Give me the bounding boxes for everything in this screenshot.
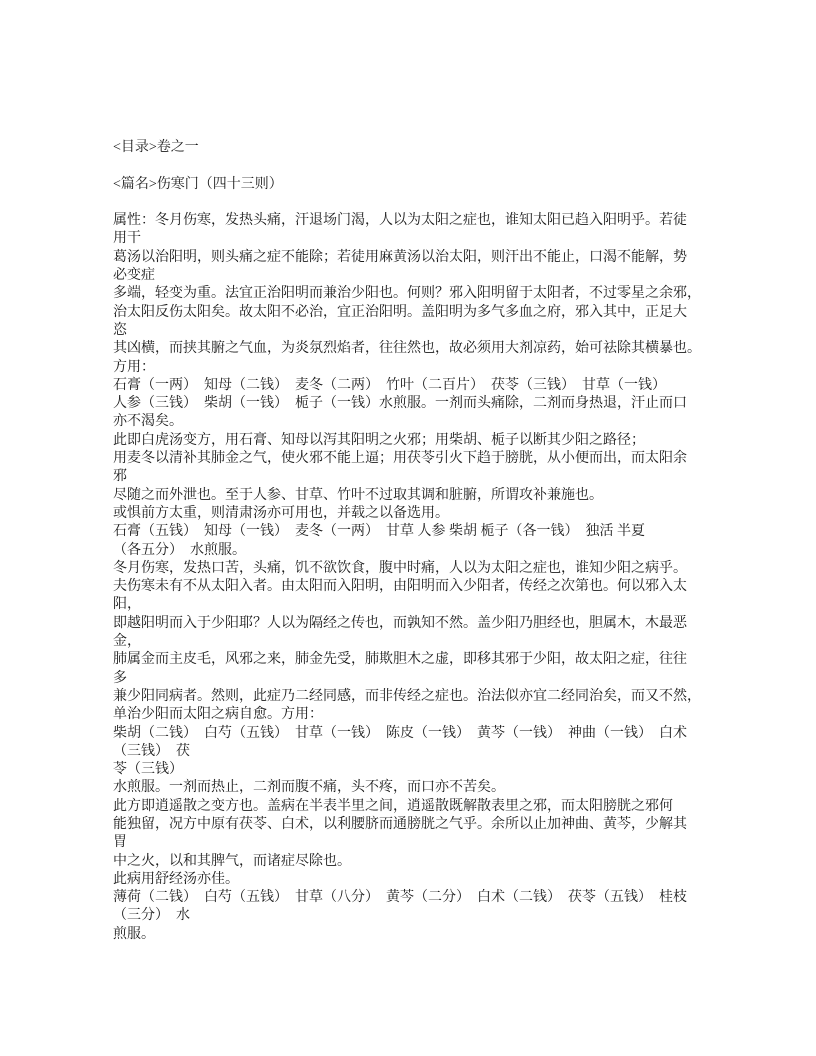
text-line: 胃 xyxy=(113,835,127,851)
text-line: 尽随之而外泄也。至于人参、甘草、竹叶不过取其调和脏腑，所谓攻补兼施也。 xyxy=(113,487,603,503)
text-line: 邪 xyxy=(113,469,127,485)
text-line: 单治少阳而太阳之病自愈。方用： xyxy=(113,707,323,723)
text-line: 阳， xyxy=(113,597,141,613)
text-line: <篇名>伤寒门（四十三则） xyxy=(113,176,283,192)
text-line: 石膏（五钱） 知母（一钱） 麦冬（一两） 甘草 人参 柴胡 栀子（各一钱） 独活 半夏 xyxy=(113,524,645,540)
text-line: 或惧前方太重，则清肃汤亦可用也，并载之以备选用。 xyxy=(113,505,449,521)
text-line: <目录>卷之一 xyxy=(113,140,199,155)
text-line: 必变症 xyxy=(113,268,155,284)
text-line: （三分） 水 xyxy=(113,908,190,924)
text-line: 兼少阳同病者。然则，此症乃二经同感，而非传经之症也。治法似亦宜二经同治矣，而又不然， xyxy=(113,688,701,704)
text-line: 能独留，况方中原有茯苓、白术，以利腰脐而通膀胱之气乎。余所以止加神曲、黄芩，少解其 xyxy=(113,816,687,832)
text-line: 用干 xyxy=(113,231,141,247)
text-line: 多端，轻变为重。法宜正治阳明而兼治少阳也。何则？邪入阳明留于太阳者，不过零星之余邪， xyxy=(113,286,701,302)
blank-line xyxy=(113,194,713,212)
text-line: 此即白虎汤变方，用石膏、知母以泻其阳明之火邪；用柴胡、栀子以断其少阳之路径； xyxy=(113,432,645,448)
text-line: 苓（三钱） xyxy=(113,762,183,778)
text-line: 亦不渴矣。 xyxy=(113,414,183,430)
text-line: 煎服。 xyxy=(113,926,155,942)
document-body xyxy=(113,139,713,944)
text-line: 此病用舒经汤亦佳。 xyxy=(113,871,239,887)
text-line: 其凶横，而挟其腑之气血，为炎氛烈焰者，往往然也，故必须用大剂凉药，始可祛除其横暴也。 xyxy=(113,341,701,357)
text-line: 薄荷（二钱） 白芍（五钱） 甘草（八分） 黄芩（二分） 白术（二钱） 茯苓（五钱） 桂枝 xyxy=(113,890,687,906)
text-line: 水煎服。一剂而热止，二剂而腹不痛，头不疼，而口亦不苦矣。 xyxy=(113,780,505,796)
text-line: 此方即逍遥散之变方也。盖病在半表半里之间，逍遥散既解散表里之邪，而太阳膀胱之邪何 xyxy=(113,798,673,814)
text-line: 冬月伤寒，发热口苦，头痛，饥不欲饮食，腹中时痛，人以为太阳之症也，谁知少阳之病乎。 xyxy=(113,560,687,576)
text-line: 方用： xyxy=(113,359,155,375)
text-line: 中之火，以和其脾气，而诸症尽除也。 xyxy=(113,853,351,869)
blank-line xyxy=(113,157,713,175)
text-line: 夫伤寒未有不从太阳入者。由太阳而入阳明，由阳明而入少阳者，传经之次第也。何以邪入太 xyxy=(113,579,687,595)
text-line: 柴胡（二钱） 白芍（五钱） 甘草（一钱） 陈皮（一钱） 黄芩（一钱） 神曲（一钱） 白术 xyxy=(113,725,687,741)
text-line: 治太阳反伤太阳矣。故太阳不必治，宜正治阳明。盖阳明为多气多血之府，邪入其中，正足大 xyxy=(113,304,687,320)
text-line: 即越阳明而入于少阳耶？人以为隔经之传也，而孰知不然。盖少阳乃胆经也，胆属木，木最恶 xyxy=(113,615,687,631)
text-line: 人参（三钱） 柴胡（一钱） 栀子（一钱）水煎服。一剂而头痛除，二剂而身热退，汗止而口 xyxy=(113,396,687,412)
text-line: 肺属金而主皮毛，风邪之来，肺金先受，肺欺胆木之虚，即移其邪于少阳，故太阳之症，往往 xyxy=(113,652,687,668)
text-line: 恣 xyxy=(113,322,127,338)
text-line: （三钱） 茯 xyxy=(113,743,190,759)
text-line: 金， xyxy=(113,634,141,650)
text-line: 石膏（一两） 知母（二钱） 麦冬（二两） 竹叶（二百片） 茯苓（三钱） 甘草（一钱） xyxy=(113,377,666,393)
text-line: 用麦冬以清补其肺金之气，使火邪不能上逼；用茯苓引火下趋于膀胱，从小便而出，而太阳余 xyxy=(113,451,687,467)
text-line: 属性：冬月伤寒，发热头痛，汗退场门渴，人以为太阳之症也，谁知太阳已趋入阳明乎。若徒 xyxy=(113,213,687,229)
text-line: 葛汤以治阳明，则头痛之症不能除；若徒用麻黄汤以治太阳，则汗出不能止，口渴不能解，势 xyxy=(113,249,687,265)
text-line: （各五分） 水煎服。 xyxy=(113,542,246,558)
text-line: 多 xyxy=(113,670,127,686)
